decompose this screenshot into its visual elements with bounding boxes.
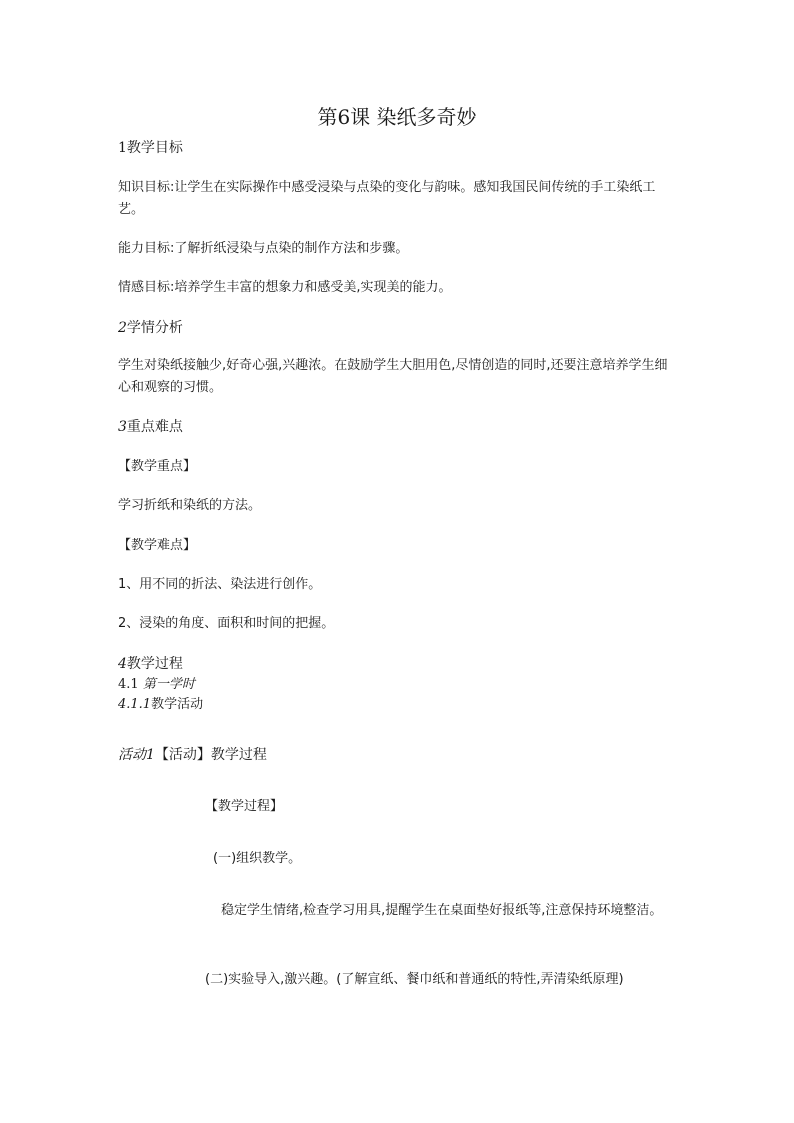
analysis-heading-text: 学情分析	[126, 320, 183, 336]
emotion-goal: 情感目标:培养学生丰富的想象力和感受美,实现美的能力。	[118, 280, 452, 295]
lesson-label: 第一学时	[142, 677, 195, 692]
process-heading	[118, 655, 183, 673]
activity-number: 4.1.1	[118, 697, 152, 712]
difficulty-item-2: 2、浸染的角度、面积和时间的把握。	[118, 616, 335, 631]
step-2: (二)实验导入,激兴趣。(了解宣纸、餐巾纸和普通纸的特性,弄清染纸原理)	[205, 972, 624, 987]
process-heading-text: 教学过程	[126, 656, 183, 672]
process-label: 【教学过程】	[205, 799, 284, 814]
activity-label: 教学活动	[151, 697, 204, 712]
step-1: (一)组织教学。	[213, 851, 302, 866]
difficulty-label: 【教学难点】	[118, 538, 197, 553]
goals-heading: 1教学目标	[118, 140, 183, 156]
knowledge-goal: 知识目标:让学生在实际操作中感受浸染与点染的变化与韵味。感知我国民间传统的手工染纸工艺。	[118, 180, 656, 217]
activity1-prefix: 活动1	[118, 747, 155, 763]
activity1-heading	[118, 746, 267, 764]
key-point-label: 【教学重点】	[118, 459, 197, 474]
key-point-text: 学习折纸和染纸的方法。	[118, 498, 262, 513]
key-heading-num: 3	[118, 419, 127, 435]
lesson-number: 4.1	[118, 677, 143, 692]
activity-line	[118, 696, 203, 714]
key-heading	[118, 418, 183, 436]
analysis-heading	[118, 319, 183, 337]
ability-goal: 能力目标:了解折纸浸染与点染的制作方法和步骤。	[118, 241, 409, 256]
key-heading-text: 重点难点	[126, 419, 183, 435]
activity1-title: 【活动】教学过程	[154, 747, 267, 763]
lesson-line	[118, 676, 195, 694]
page-title: 第6课 染纸多奇妙	[317, 105, 477, 129]
process-heading-num: 4	[118, 656, 127, 672]
analysis-text: 学生对染纸接触少,好奇心强,兴趣浓。在鼓励学生大胆用色,尽情创造的同时,还要注意培养学生细心和观察的习惯。	[118, 358, 668, 395]
difficulty-item-1: 1、用不同的折法、染法进行创作。	[118, 577, 322, 592]
analysis-heading-num: 2	[118, 320, 127, 336]
step-1-text: 稳定学生情绪,检查学习用具,提醒学生在桌面垫好报纸等,注意保持环境整洁。	[221, 903, 663, 918]
